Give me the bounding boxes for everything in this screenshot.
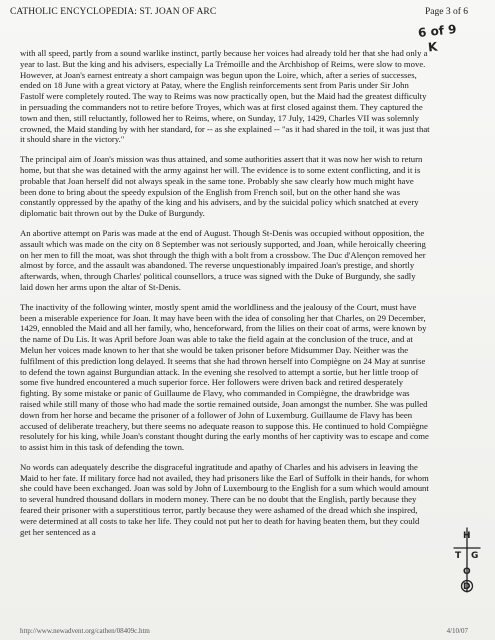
paragraph: No words can adequately describe the disgraceful ingratitude and apathy of Charles and his advisers in leaving the Maid to her fate. If military force had not availed, they had prisoners like the Earl of Suffolk in their hands, for whom she could have been exchanged. Joan was sold by John of Luxembourg to the English for a sum which would amount to several hundred thousand dollars in modern money. There can be no doubt that the English, partly because they feared their prisoner with a superstitious terror, partly because they were ashamed of the dread which she inspired, were determined at all costs to take her life. They could not put her to death for having beaten them, but they could get her sentenced as a	[20, 461, 429, 537]
page-footer	[20, 626, 480, 636]
annotation-letter: T	[455, 551, 462, 561]
page-number: Page 3 of 6	[424, 7, 468, 17]
paragraph: with all speed, partly from a sound warlike instinct, partly because her voices had already told her that she had only a year to last. But the king and his advisers, especially La Trémoille and the Archbishop of Reims, were slow to move. However, at Joan's earnest entreaty a short campaign was begun upon the Loire, which, after a series of successes, ended on 18 June with a great victory at Patay, where the English reinforcements sent from Paris under Sir John Fastolf were completely routed. The way to Reims was now practically open, but the Maid had the greatest difficulty in persuading the commanders not to retire before Troyes, which was at first closed against them. They captured the town and then, still reluctantly, followed her to Reims, where, on Sunday, 17 July, 1429, Charles VII was solemnly crowned, the Maid standing by with her standard, for -- as she explained -- "as it had shared in the toil, it was just that it should share in the victory."	[20, 48, 430, 145]
paragraph: The principal aim of Joan's mission was thus attained, and some authorities assert that it was now her wish to return home, but that she was detained with the army against her will. The evidence is to some extent conflicting, and it is probable that Joan herself did not always speak in the same tone. Probably she saw clearly how much might have been done to bring about the speedy expulsion of the English from French soil, but on the other hand she was constantly oppressed by the apathy of the king and his advisers, and by the suicidal policy which snatched at every diplomatic bait thrown out by the Duke of Burgundy.	[20, 154, 423, 219]
annotation-letter: D	[463, 582, 471, 592]
paragraph: The inactivity of the following winter, mostly spent amid the worldliness and the jealousy of the Court, must have been a miserable experience for Joan. It may have been with the idea of consoling her that Charles, on 29 December, 1429, ennobled the Maid and all her family, who, henceforward, from the lilies on their coat of arms, were known by the name of Du Lis. It was April before Joan was able to take the field again at the conclusion of the truce, and at Melun her voices made known to her that she would be taken prisoner before Midsummer Day. Neither was the fulfilment of this prediction long delayed. It seems that she had thrown herself into Compiègne on 24 May at sunrise to defend the town against Burgundian attack. In the evening she resolved to attempt a sortie, but her little troop of some five hundred encountered a much superior force. Her followers were driven back and retired desperately fighting. By some mistake or panic of Guillaume de Flavy, who commanded in Compiègne, the drawbridge was raised while still many of those who had made the sortie remained outside, Joan amongst the number. She was pulled down from her horse and became the prisoner of a follower of John of Luxemburg. Guillaume de Flavy has been accused of deliberate treachery, but there seems no adequate reason to suppose this. He continued to hold Compiègne resolutely for his king, while Joan's constant thought during the early months of her captivity was to escape and come to assist him in this task of defending the town.	[20, 301, 429, 453]
handwritten-initial: K	[427, 39, 439, 55]
paragraph: An abortive attempt on Paris was made at the end of August. Though St-Denis was occupied without opposition, the assault which was made on the city on 8 September was not seriously supported, and Joan, while heroically cheering on her men to fill the moat, was shot through the thigh with a bolt from a crossbow. The Duc d'Alençon removed her almost by force, and the assault was abandoned. The reverse unquestionably impaired Joan's prestige, and shortly afterwards, when, through Charles' political counsellors, a truce was signed with the Duke of Burgundy, she sadly laid down her arms upon the altar of St-Denis.	[20, 227, 426, 292]
annotation-letter: G	[471, 551, 479, 561]
annotation-letter: O	[463, 567, 471, 577]
annotation-letter: H	[463, 531, 471, 541]
page-header	[10, 6, 488, 20]
source-url: http://www.newadvent.org/cathen/08409c.htm	[20, 627, 150, 635]
document-title: CATHOLIC ENCYCLOPEDIA: ST. JOAN OF ARC	[10, 7, 217, 17]
handwritten-page-count: 6 of 9	[417, 22, 458, 40]
print-date: 4/10/07	[446, 627, 468, 635]
handwritten-cross-annotation	[452, 526, 482, 594]
article-body	[20, 48, 430, 546]
